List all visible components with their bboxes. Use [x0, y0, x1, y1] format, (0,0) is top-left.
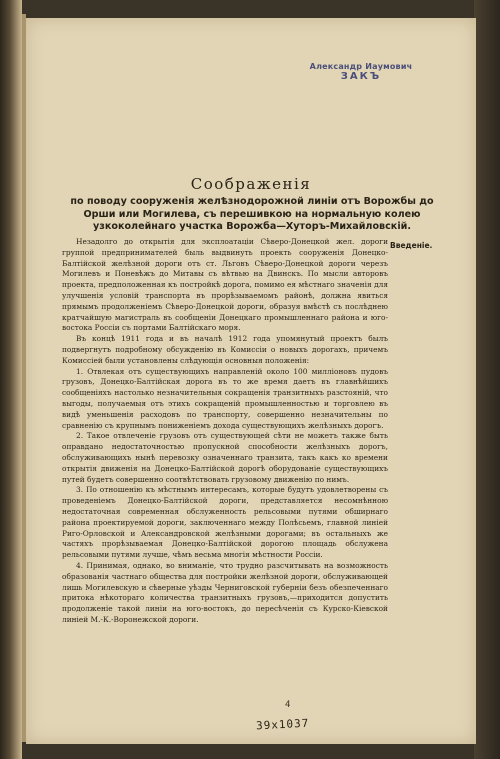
book-binding [0, 0, 22, 759]
document-body [62, 237, 388, 626]
owner-stamp [305, 62, 417, 83]
paragraph-point-4: 4. Принимая, однако, во вниманіе, что трудно разсчитывать на возможность образованія частнаго общества для постройки желѣзной дороги, обслуживающей лишь Могилевскую и сѣверные уѣзды Черниговской губерніи безъ обезпеченнаго притока нѣкотораго количества транзитныхъ грузовъ,—приходится допустить продолженіе такой линіи на юго-востокъ, до пересѣченія съ Курско-Кіевской линіей М.-К.-Воронежской дороги. [62, 560, 388, 624]
paragraph-point-1: 1. Отвлекая отъ существующихъ направленій около 100 милліоновъ пудовъ грузовъ, Донецко-Балтійская дорога въ то же время даетъ въ главнѣйшихъ сообщеніяхъ настолько незначительныя сокращенія транзитныхъ разстояній, что выгоды, получаемыя отъ этихъ сокращеній промышленностью и торговлею въ видѣ уменьшенія расходовъ по транспорту, совершенно незначительны по сравненію съ крупнымъ пониженіемъ дохода существующихъ желѣзныхъ дорогъ. [62, 366, 388, 430]
margin-note: Введеніе. [390, 241, 433, 250]
paragraph-point-3: 3. По отношенію къ мѣстнымъ интересамъ, которые будутъ удовлетворены съ проведеніемъ Донецко-Балтійской дороги, представляется несомнѣнною недостаточная современная обслуженность рельсовыми путями обширнаго района проектируемой дороги, заключеннаго между Полѣсьемъ, главной линіей Риго-Орловской и Александровской желѣзными дорогами; въ остальныхъ же частяхъ прорѣзываемая Донецко-Балтійской дорогою площадь обслужена рельсовыми путями лучше, чѣмъ весьма многія мѣстности Россіи. [62, 485, 388, 560]
inventory-number: 39х1037 [255, 716, 310, 733]
paragraph-commission: Въ концѣ 1911 года и въ началѣ 1912 года упомянутый проектъ былъ подвергнутъ подробному обсужденію въ Комиссіи о новыхъ дорогахъ, причемъ Комиссіей были установлены слѣдующія основныя положенія: [62, 334, 388, 365]
right-margin-strip [474, 0, 500, 759]
folio-mark: 4 [284, 699, 291, 711]
page-subtitle: по поводу сооруженія желѣзнодорожной линіи отъ Ворожбы до Орши или Могилева, съ перешивкою на нормальную колею узкоколейнаго участка Ворожба—Хуторъ-Михайловскій. [70, 196, 434, 232]
page-title: Соображенія [190, 175, 312, 193]
stamp-surname: ЗАКЪ [340, 71, 382, 83]
paragraph-point-2: 2. Такое отвлеченіе грузовъ отъ существующей сѣти не можетъ также быть оправдано недостаточностью пропускной способности желѣзныхъ дорогъ, обслуживающихъ нынѣ перевозку означеннаго транзита, такъ какъ ко времени открытія движенія на Донецко-Балтійской дорогѣ оборудованіе существующихъ путей будетъ совершенно соотвѣтствовать грузовому движенію по нимъ. [62, 431, 388, 484]
paragraph-intro: Незадолго до открытія для эксплоатаціи Сѣверо-Донецкой жел. дороги группой предпринимателей быль выдвинуть проекть сооруженія Донецко-Балтійской желѣзной дороги отъ ст. Льговъ Сѣверо-Донецкой дороги черезъ Могилевъ и Поневѣжъ до Митавы съ вѣтвью на Двинскъ. По мысли авторовъ проекта, предположенная къ постройкѣ дорога, помимо ея мѣстнаго значенія для улучшенія условій транспорта въ прорѣзываемомъ районѣ, должна явиться прямымъ продолженіемъ Сѣверо-Донецкой дороги, образуя вмѣстѣ съ послѣднею кратчайшую магистраль въ сообщеніи Донецкаго промышленнаго района и юго-востока Россіи съ портами Балтійскаго моря. [62, 237, 388, 333]
stamp-owner-name: Александр Иаумович [309, 62, 413, 71]
